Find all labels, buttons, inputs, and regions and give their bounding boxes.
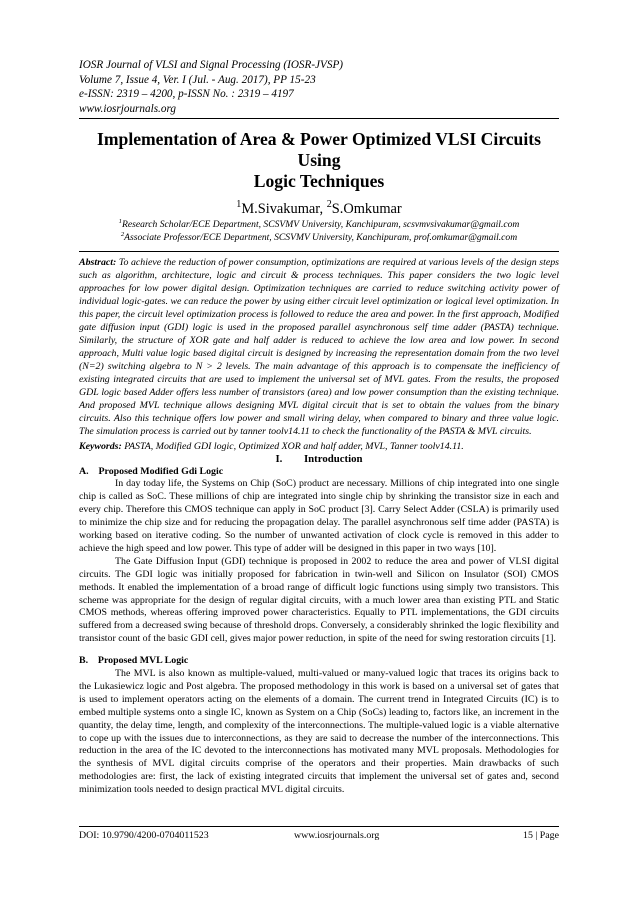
- keywords: [79, 440, 559, 453]
- header-rule: [79, 118, 559, 119]
- abstract-rule: [79, 251, 559, 252]
- title-line-1: Implementation of Area & Power Optimized VLSI Circuits Using: [97, 129, 541, 171]
- subsection-heading-a: A. Proposed Modified Gdi Logic: [79, 465, 224, 477]
- footer-doi: DOI: 10.9790/4200-0704011523: [79, 830, 209, 841]
- abstract-label: Abstract:: [79, 257, 117, 269]
- footer-page-number: 15 | Page: [523, 830, 559, 841]
- affiliation-1-text: Research Scholar/ECE Department, SCSVMV University, Kanchipuram, scsvmvsivakumar@gmail.com: [122, 219, 520, 231]
- affiliations: [79, 219, 559, 244]
- journal-name: IOSR Journal of VLSI and Signal Processing (IOSR-JVSP): [79, 59, 343, 71]
- title-line-2: Logic Techniques: [253, 171, 385, 192]
- paper-title: [79, 129, 559, 192]
- paper-page: [79, 58, 559, 797]
- subsection-heading-b: B. Proposed MVL Logic: [79, 655, 189, 667]
- author-1-sup: 1: [236, 199, 242, 211]
- abstract-text: To achieve the reduction of power consumption, optimizations are required at various levels of the design steps such as algorithm, architecture, logic and circuit & process techniques. This paper considers the two logic level approaches for low power digital design. Optimization techniques are carried to reduce switching activity power of individual logic-gates. we can reduce the power by using either circuit level optimization or logical level optimization. In this paper, the circuit level optimization process is followed to reduce the area and power. In the first approach, Modified gate diffusion input (GDI) logic is used in the proposed parallel asynchronous self time adder (PASTA) technique. Similarly, the structure of XOR gate and half adder is reduced to achieve the low area and low power. In second approach, Multi value logic based digital circuit is designed by increasing the representation domain from the two level (N=2) switching algebra to N > 2 levels. The main advantage of this approach is to compensate the inefficiency of existing integrated circuits that are used to implement the universal set of MVL gates. From the results, the proposed GDL logic based Adder offers less number of transistors (area) and low power consumption than the existing technique. And proposed MVL technique allows designing MVL digital circuit that is set to obtain the values from the binary circuits. Also this technique offers low power and small wiring delay, when compared to binary and three value logic. The simulation process is carried out by tanner toolv14.11 to check the functionality of the PASTA & MVL circuits.: [79, 257, 559, 437]
- journal-header: [79, 58, 559, 116]
- keywords-label: Keywords:: [79, 440, 122, 452]
- page-footer: [79, 826, 559, 841]
- keywords-text: PASTA, Modified GDI logic, Optimized XOR and half adder, MVL, Tanner toolv14.11.: [121, 440, 464, 452]
- section-heading-introduction: I. Introduction: [275, 452, 363, 465]
- paragraph-a1: In day today life, the Systems on Chip (SoC) product are necessary. Millions of chip integrated into one single chip is called as SoC. These millions of chip are integrated into single chip by shrinking the transistor size in each and every chip. Therefore this CMOS technique can apply in SoC product [3]. Carry Select Adder (CSLA) is primarily used to minimize the chip size and for reducing the propagation delay. The parallel asynchronous self time adder (PASTA) is working based on iterative coding. So the number of unwanted activation of clock cycle is removed in this adder to achieve the high speed and low power. This type of adder will be designed in this paper in two ways [10].: [79, 477, 559, 554]
- affiliation-2-sup: 2: [120, 230, 125, 238]
- journal-issn: e-ISSN: 2319 – 4200, p-ISSN No. : 2319 – 4197: [79, 88, 294, 101]
- paragraph-a2: The Gate Diffusion Input (GDI) technique is proposed in 2002 to reduce the area and power of VLSI digital circuits. The GDI logic was initially proposed for fabrication in twin-well and Silicon on Insulator (SOI) CMOS methods. It enabled the implementation of a broad range of difficult logic functions using simply two transistors. This scheme was appropriate for the design of regular digital circuits, with a much lower area than existing PTL and Static CMOS methods, whereas offering improved power characteristics. Equally to PTL implementations, the GDI circuits suffered from a decreased swing because of threshold drops. Conversely, a considerably shrinked the logic flexibility and transistor count of the basic GDI cell, gives major power reduction, in spite of the need for swing restoration circuits [1].: [79, 555, 559, 645]
- affiliation-2-text: Associate Professor/ECE Department, SCSVMV University, Kanchipuram, prof.omkumar@gmail.com: [124, 231, 518, 243]
- affiliation-1-sup: 1: [118, 218, 123, 226]
- abstract: [79, 257, 559, 438]
- affiliation-1: [79, 219, 559, 231]
- journal-url[interactable]: www.iosrjournals.org: [79, 102, 176, 115]
- footer-site[interactable]: www.iosrjournals.org: [294, 830, 380, 841]
- authors: [79, 201, 559, 218]
- author-1: M.Sivakumar,: [241, 201, 327, 218]
- affiliation-2: [79, 232, 559, 244]
- author-2-sup: 2: [326, 199, 332, 211]
- paragraph-b1: The MVL is also known as multiple-valued, multi-valued or many-valued logic that traces its origins back to the Lukasiewicz logic and Post algebra. The proposed methodology in this work is based on a universal set of gates that is used to implement operators acting on the elements of a domain. The current trend in Integrated Circuits (IC) is to embed multiple systems onto a single IC, known as System on a Chip (SoCs) leading to, factors like, an increment in the quantity, the delay time, length, and complexity of the interconnections. The multiple-valued logic is a viable alternative to cope up with the issues due to interconnections, as they are said to decrease the number of the interconnections. This reduction in the area of the IC devoted to the interconnections has motivated many MVL proposals. Methodologies for the synthesis of MVL digital circuits comprise of the operators and their properties. Main drawbacks of such methodologies are: first, the lack of existing integrated circuits that implement the universal set of gates and, second minimization tools needed to design practical MVL digital circuits.: [79, 667, 559, 796]
- author-2: S.Omkumar: [331, 201, 402, 218]
- journal-volume: Volume 7, Issue 4, Ver. I (Jul. - Aug. 2017), PP 15-23: [79, 73, 316, 86]
